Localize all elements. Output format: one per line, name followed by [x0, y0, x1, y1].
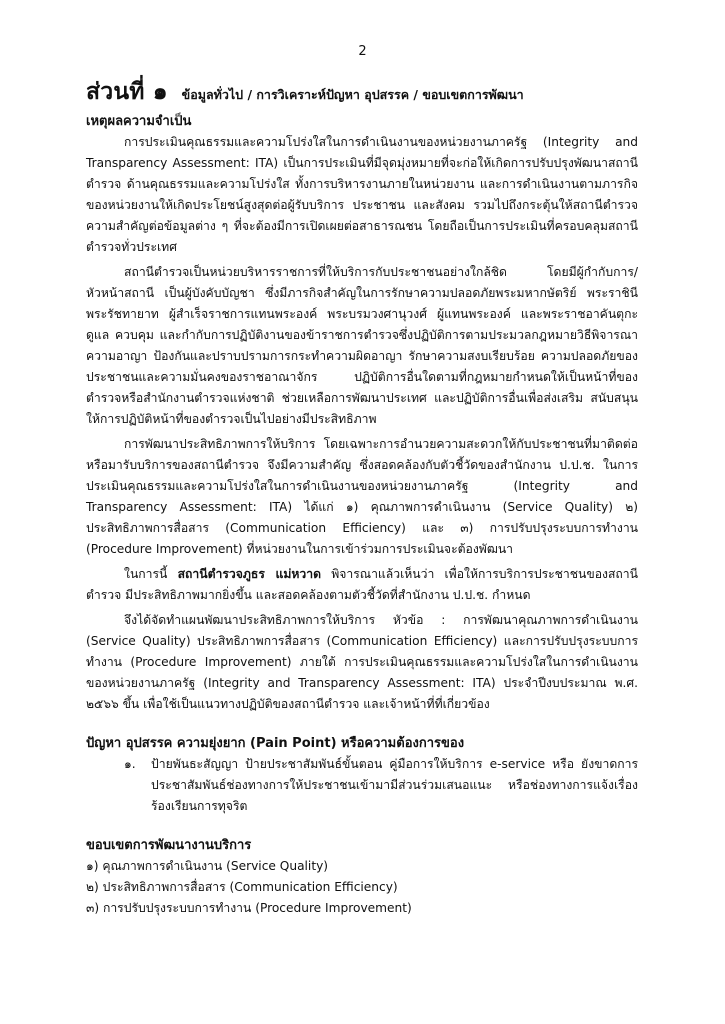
station-name: สถานีตำรวจภูธร แม่หวาด: [177, 567, 321, 581]
page-number: 2: [358, 44, 367, 59]
document-body: [86, 79, 638, 919]
scope-item-1: ๑) คุณภาพการดำเนินงาน (Service Quality): [86, 859, 329, 873]
rationale-paragraph-4: [86, 564, 638, 606]
section-subtitle: ข้อมูลทั่วไป / การวิเคราะห์ปัญหา อุปสรรค / ขอบเขตการพัฒนา: [181, 87, 524, 102]
scope-heading: ขอบเขตการพัฒนางานบริการ: [86, 838, 252, 853]
paragraph-4-rest: พิจารณาแล้วเห็นว่า เพื่อให้การบริการประชาชนของสถานีตำรวจ มีประสิทธิภาพมากยิ่งขึ้น และสอดคล้องตามตัวชี้วัดที่สำนักงาน ป.ป.ช. กำหนด: [86, 567, 638, 602]
scope-item-3: ๓) การปรับปรุงระบบการทำงาน (Procedure Improvement): [86, 901, 412, 915]
scope-item-2: ๒) ประสิทธิภาพการสื่อสาร (Communication Efficiency): [86, 880, 398, 894]
rationale-heading: เหตุผลความจำเป็น: [86, 114, 192, 129]
pain-point-heading: ปัญหา อุปสรรค ความยุ่งยาก (Pain Point) หรือความต้องการของ: [86, 736, 465, 751]
list-item-number: ๑.: [124, 757, 136, 771]
paragraph-4-lead: ในการนี้: [124, 567, 178, 581]
section-title: ส่วนที่ ๑: [86, 79, 168, 105]
list-item-text: ป้ายพันธะสัญญา ป้ายประชาสัมพันธ์ขั้นตอน คู่มือการให้บริการ e-service หรือ ยังขาดการประชาสัมพันธ์ช่องทางการให้ประชาชนเข้ามามีส่วนร่วมเสนอแนะ หรือช่องทางการแจ้งเรื่องร้องเรียนการทุจริต: [151, 757, 638, 813]
section-header: [86, 79, 638, 105]
list-item: [124, 754, 638, 817]
rationale-paragraph-5: จึงได้จัดทำแผนพัฒนาประสิทธิภาพการให้บริการ หัวข้อ : การพัฒนาคุณภาพการดำเนินงาน (Service Quality) ประสิทธิภาพการสื่อสาร (Communication Efficiency) และการปรับปรุงระบบการทำงาน (Procedure Improvement) ภายใต้ การประเมินคุณธรรมและความโปร่งใสในการดำเนินงานของหน่วยงานภาครัฐ (Integrity and Transparency Assessment: ITA) ประจำปีงบประมาณ พ.ศ. ๒๕๖๖ ขึ้น เพื่อใช้เป็นแนวทางปฏิบัติของสถานีตำรวจ และเจ้าหน้าที่ที่เกี่ยวข้อง: [86, 613, 638, 711]
rationale-paragraph-1: การประเมินคุณธรรมและความโปร่งใสในการดำเนินงานของหน่วยงานภาครัฐ (Integrity and Transparency Assessment: ITA) เป็นการประเมินที่มีจุดมุ่งหมายที่จะก่อให้เกิดการปรับปรุงพัฒนาสถานีตำรวจ ด้านคุณธรรมและความโปร่งใส ทั้งการบริหารงานภายในหน่วยงาน และการดำเนินงานตามภารกิจของหน่วยงานให้เกิดประโยชน์สูงสุดต่อผู้รับบริการ ประชาชน และสังคม รวมไปถึงกระตุ้นให้สถานีตำรวจความสำคัญต่อข้อมูลต่าง ๆ ที่จะต้องมีการเปิดเผยต่อสาธารณชน โดยถือเป็นการประเมินที่ครอบคลุมสถานีตำรวจทั่วประเทศ: [86, 135, 638, 254]
rationale-paragraph-2: สถานีตำรวจเป็นหน่วยบริหารราชการที่ให้บริการกับประชาชนอย่างใกล้ชิด โดยมีผู้กำกับการ/หัวหน้าสถานี เป็นผู้บังคับบัญชา ซึ่งมีภารกิจสำคัญในการรักษาความปลอดภัยพระมหากษัตริย์ พระราชินี พระรัชทายาท ผู้สำเร็จราชการแทนพระองค์ พระบรมวงศานุวงศ์ ผู้แทนพระองค์ และพระราชอาคันตุกะ ดูแล ควบคุม และกำกับการปฏิบัติงานของข้าราชการตำรวจซึ่งปฏิบัติการตามประมวลกฎหมายวิธีพิจารณาความอาญา ป้องกันและปราบปรามการกระทำความผิดอาญา รักษาความสงบเรียบร้อย ความปลอดภัยของประชาชนและความมั่นคงของราชอาณาจักร ปฏิบัติการอื่นใดตามที่กฎหมายกำหนดให้เป็นหน้าที่ของตำรวจหรือสำนักงานตำรวจแห่งชาติ ช่วยเหลือการพัฒนาประเทศ และปฏิบัติการอื่นเพื่อส่งเสริม สนับสนุนให้การปฏิบัติหน้าที่ของตำรวจเป็นไปอย่างมีประสิทธิภาพ: [86, 265, 638, 426]
rationale-paragraph-3: การพัฒนาประสิทธิภาพการให้บริการ โดยเฉพาะการอำนวยความสะดวกให้กับประชาชนที่มาติดต่อหรือมารับบริการของสถานีตำรวจ จึงมีความสำคัญ ซึ่งสอดคล้องกับตัวชี้วัดของสำนักงาน ป.ป.ช. ในการประเมินคุณธรรมและความโปร่งใสในการดำเนินงานของหน่วยงานภาครัฐ (Integrity and Transparency Assessment: ITA) ได้แก่ ๑) คุณภาพการดำเนินงาน (Service Quality) ๒) ประสิทธิภาพการสื่อสาร (Communication Efficiency) และ ๓) การปรับปรุงระบบการทำงาน (Procedure Improvement) ที่หน่วยงานในการเข้าร่วมการประเมินจะต้องพัฒนา: [86, 437, 638, 556]
